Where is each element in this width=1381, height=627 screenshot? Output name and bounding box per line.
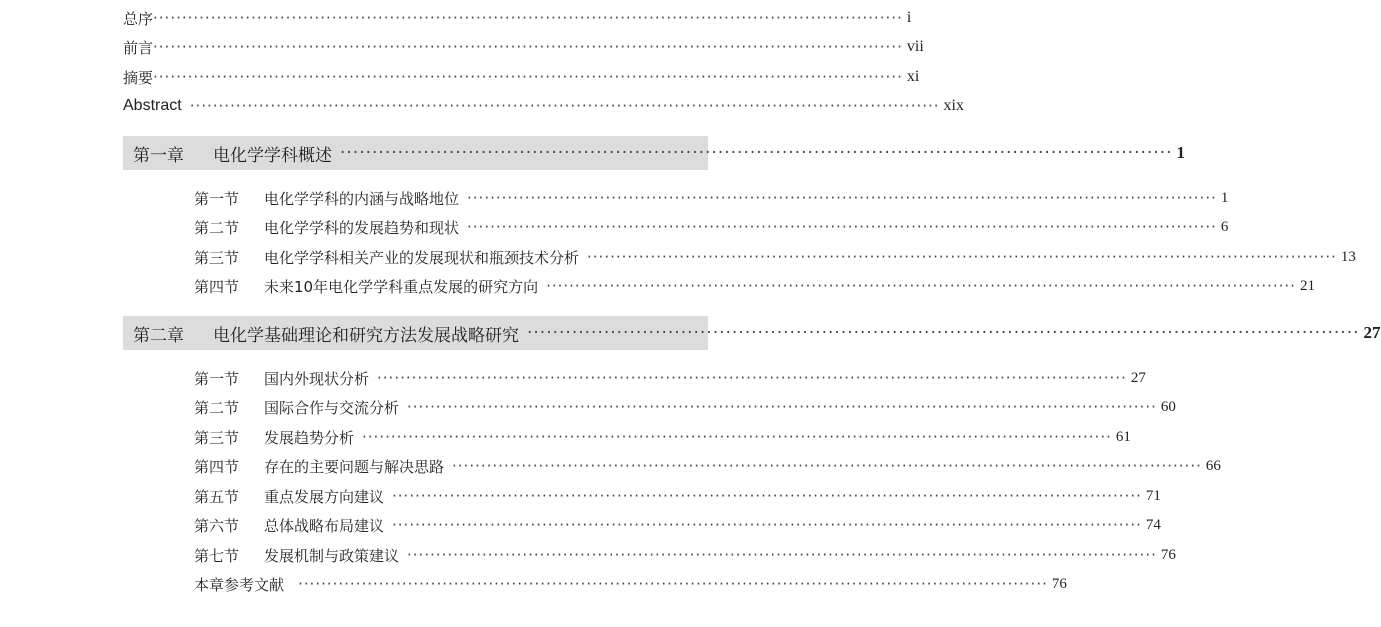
toc-section[interactable] — [194, 367, 1146, 389]
section-page: 1 — [1220, 189, 1229, 206]
section-number: 第五节 — [194, 487, 240, 506]
section-title: 存在的主要问题与解决思路 — [264, 457, 445, 476]
toc-section[interactable] — [194, 275, 1315, 297]
leader-dots: ·································································································································· — [452, 457, 1202, 475]
section-number: 第一节 — [194, 189, 240, 208]
leader-dots: ·································································································································· — [362, 428, 1112, 446]
section-number: 第六节 — [194, 516, 240, 535]
leader-dots: ·································································································································· — [467, 218, 1217, 236]
toc-entry-title: Abstract — [123, 97, 182, 114]
leader-dots: ·································································································································· — [587, 248, 1337, 266]
toc-entry-preface-series[interactable] — [123, 7, 912, 29]
section-title: 本章参考文献 — [194, 575, 285, 594]
toc-section-references[interactable] — [194, 573, 1067, 595]
section-page: 76 — [1051, 575, 1067, 592]
section-title: 未来10年电化学学科重点发展的研究方向 — [264, 277, 539, 296]
toc-section[interactable] — [194, 216, 1229, 238]
leader-dots: ·································································································································· — [546, 277, 1296, 295]
toc-entry-summary[interactable] — [123, 66, 920, 88]
leader-dots: ·································································································································· — [392, 516, 1142, 534]
leader-dots: ·································································································································· — [340, 143, 1173, 163]
toc-entry-title: 前言 — [123, 38, 154, 57]
toc-entry-page: xix — [943, 97, 964, 114]
toc-section[interactable] — [194, 544, 1176, 566]
leader-dots: ·································································································································· — [153, 68, 903, 86]
section-page: 6 — [1220, 218, 1229, 235]
toc-entry-title: 总序 — [123, 9, 154, 28]
leader-dots: ·································································································································· — [298, 575, 1048, 593]
section-number: 第三节 — [194, 248, 240, 267]
section-title: 电化学学科的发展趋势和现状 — [264, 218, 460, 237]
leader-dots: ·································································································································· — [153, 38, 903, 56]
chapter-number: 第二章 — [133, 325, 184, 346]
section-number: 第二节 — [194, 218, 240, 237]
section-number: 第七节 — [194, 546, 240, 565]
toc-chapter-2[interactable] — [123, 316, 1381, 350]
chapter-title: 电化学学科概述 — [213, 145, 332, 166]
section-page: 71 — [1145, 487, 1161, 504]
toc-section[interactable] — [194, 485, 1161, 507]
chapter-page: 1 — [1176, 143, 1185, 162]
leader-dots: ·································································································································· — [189, 97, 940, 115]
section-title: 国内外现状分析 — [264, 369, 370, 388]
leader-dots: ·································································································································· — [467, 189, 1217, 207]
toc-chapter-1[interactable] — [123, 136, 1185, 170]
toc-section[interactable] — [194, 187, 1229, 209]
chapter-number: 第一章 — [133, 145, 184, 166]
section-page: 21 — [1299, 277, 1315, 294]
toc-section[interactable] — [194, 455, 1221, 477]
section-page: 76 — [1160, 546, 1176, 563]
leader-dots: ·································································································································· — [392, 487, 1142, 505]
toc-section[interactable] — [194, 426, 1131, 448]
leader-dots: ·································································································································· — [407, 398, 1157, 416]
toc-entry-abstract[interactable] — [123, 95, 964, 117]
toc-section[interactable] — [194, 396, 1176, 418]
toc-entry-foreword[interactable] — [123, 36, 924, 58]
section-number: 第三节 — [194, 428, 240, 447]
section-number: 第四节 — [194, 457, 240, 476]
section-number: 第四节 — [194, 277, 240, 296]
toc-section[interactable] — [194, 246, 1356, 268]
section-title: 国际合作与交流分析 — [264, 398, 400, 417]
leader-dots: ·································································································································· — [407, 546, 1157, 564]
section-title: 电化学学科相关产业的发展现状和瓶颈技术分析 — [264, 248, 580, 267]
section-page: 61 — [1115, 428, 1131, 445]
section-page: 66 — [1205, 457, 1221, 474]
toc-entry-page: i — [906, 9, 912, 26]
section-title: 总体战略布局建议 — [264, 516, 385, 535]
section-page: 27 — [1130, 369, 1146, 386]
section-page: 60 — [1160, 398, 1176, 415]
section-page: 74 — [1145, 516, 1161, 533]
section-page: 13 — [1340, 248, 1356, 265]
toc-entry-page: xi — [906, 68, 920, 85]
section-number: 第二节 — [194, 398, 240, 417]
leader-dots: ·································································································································· — [377, 369, 1127, 387]
leader-dots: ·································································································································· — [153, 9, 903, 27]
leader-dots: ·································································································································· — [527, 323, 1360, 343]
toc-entry-page: vii — [906, 38, 924, 55]
section-title: 重点发展方向建议 — [264, 487, 385, 506]
toc-section[interactable] — [194, 514, 1161, 536]
section-title: 电化学学科的内涵与战略地位 — [264, 189, 460, 208]
section-number: 第一节 — [194, 369, 240, 388]
section-title: 发展趋势分析 — [264, 428, 355, 447]
toc-entry-title: 摘要 — [123, 68, 154, 87]
chapter-title: 电化学基础理论和研究方法发展战略研究 — [213, 325, 519, 346]
chapter-page: 27 — [1363, 323, 1381, 342]
section-title: 发展机制与政策建议 — [264, 546, 400, 565]
